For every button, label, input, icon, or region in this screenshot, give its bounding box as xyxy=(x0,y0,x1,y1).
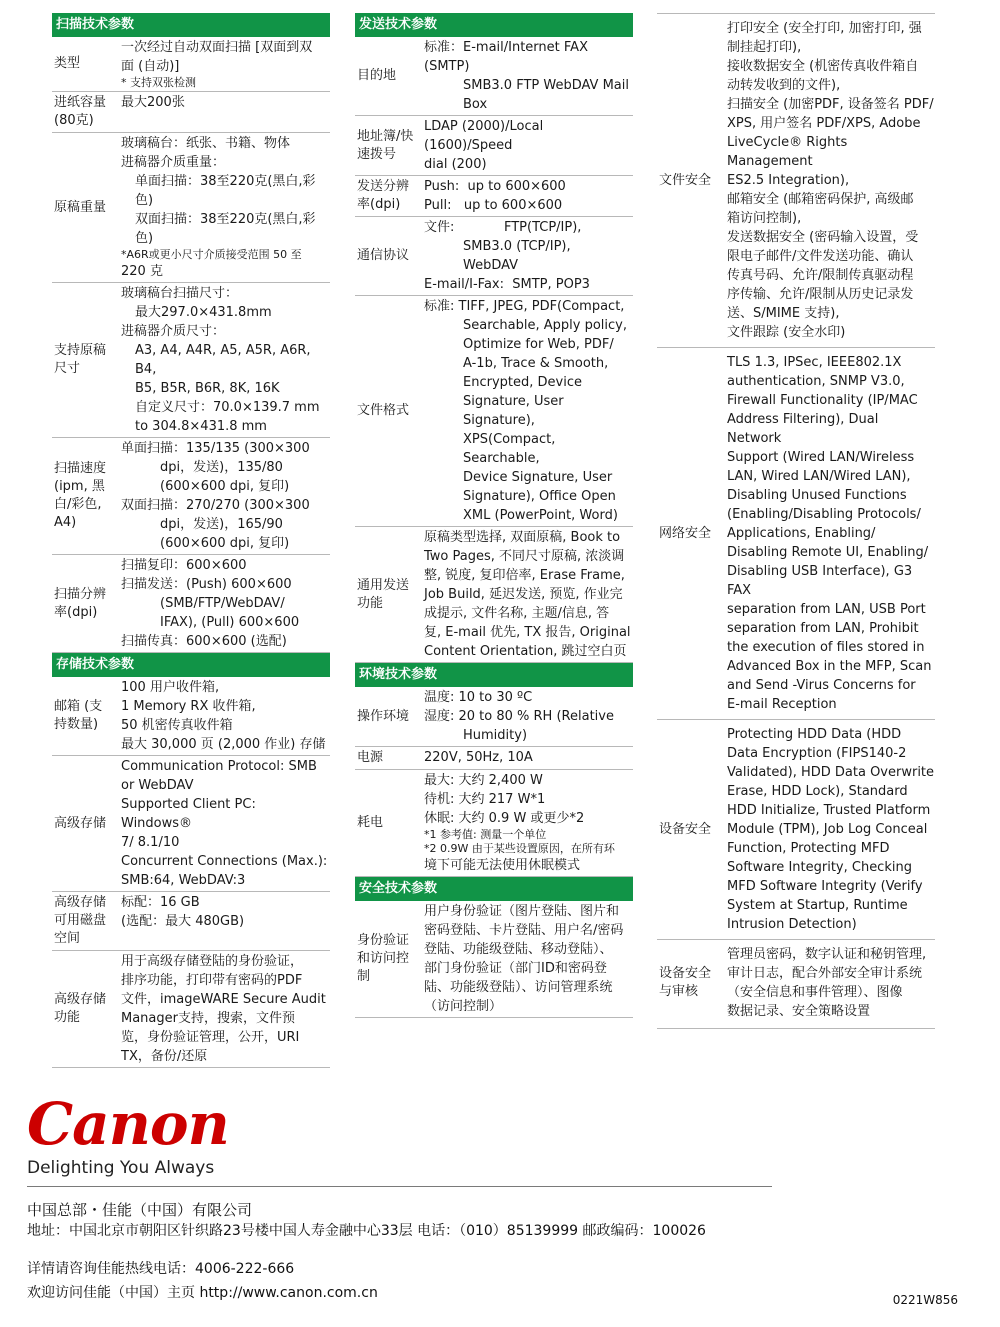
spec-value xyxy=(121,37,330,91)
spec-value-line: TLS 1.3, IPSec, IEEE802.1X xyxy=(727,355,902,370)
spec-label: 原稿重量 xyxy=(54,199,107,215)
spec-value-line: 排序功能，打印带有密码的PDF xyxy=(121,973,303,988)
spec-value-line: 成提示, 文件名称, 主题/信息, 答 xyxy=(424,606,610,621)
spec-label: 设备安全 xyxy=(659,821,712,837)
spec-value-line: 整, 锐度, 复印倍率, Erase Frame, xyxy=(424,568,625,583)
spec-value-line: Encrypted, Device xyxy=(463,375,582,390)
spec-value-line: 管理员密码，数字认证和秘钥管理, xyxy=(727,947,927,962)
spec-value-line: dpi，发送)，135/80 xyxy=(160,460,283,475)
spec-value-line: Intrusion Detection) xyxy=(727,917,857,932)
spec-value-line: E-mail/I-Fax: SMTP, POP3 xyxy=(424,277,590,292)
spec-label: 文件格式 xyxy=(357,403,410,418)
spec-value xyxy=(424,747,633,769)
spec-value-line: 发送数据安全 (密码输入设置，受 xyxy=(727,230,919,245)
spec-value-line: （安全信息和事件管理）、图像 xyxy=(727,985,903,1000)
spec-value-line: 接收数据安全 (机密传真收件箱自 xyxy=(727,59,919,74)
send-spec-header: 发送技术参数 xyxy=(355,13,633,37)
spec-value-line: 数据记录、安全策略设置 xyxy=(727,1004,871,1019)
spec-row xyxy=(52,133,330,283)
spec-value xyxy=(424,770,633,876)
spec-value-line: Disabling USB Interface), G3 FAX xyxy=(727,564,917,598)
spec-value-line: to 304.8×431.8 mm xyxy=(135,419,267,434)
send-spec-table xyxy=(355,37,633,663)
spec-value-line: TX，备份/还原 xyxy=(121,1049,208,1064)
spec-label: 扫描速度 (ipm, 黑 白/彩色, A4) xyxy=(54,461,107,530)
spec-row xyxy=(52,756,330,892)
spec-value xyxy=(727,724,935,935)
spec-value-line: 标准：E-mail/Internet FAX (SMTP) xyxy=(424,40,593,74)
scan-spec-table xyxy=(52,37,330,653)
company-address: 地址：中国北京市朝阳区针织路23号楼中国人寿金融中心33层 电话：（010）85139999 邮政编码：100026 xyxy=(27,1223,706,1239)
spec-value xyxy=(424,687,633,746)
spec-label: 支持原稿 尺寸 xyxy=(54,343,107,376)
spec-value-line: SMB:64, WebDAV:3 xyxy=(121,873,246,888)
spec-value-line: or WebDAV xyxy=(121,778,194,793)
spec-value-line: 玻璃稿台：纸张、书籍、物体 xyxy=(121,136,291,151)
spec-value-line: Disabling Remote UI, Enabling/ xyxy=(727,545,929,560)
spec-value-line: separation from LAN, Prohibit xyxy=(727,621,919,636)
spec-value-line: 限电子邮件/文件发送功能、确认 xyxy=(727,249,914,264)
spec-value-line: 境下可能无法使用休眠模式 xyxy=(424,858,581,873)
spec-value-line: 最大200张 xyxy=(121,95,185,110)
spec-value-line: Concurrent Connections (Max.): xyxy=(121,854,328,869)
spec-row xyxy=(355,687,633,747)
tagline: Delighting You Always xyxy=(27,1158,215,1178)
env-spec-table xyxy=(355,687,633,877)
spec-row xyxy=(355,747,633,770)
spec-value xyxy=(121,92,330,132)
spec-value-line: 送、S/MIME 支持), xyxy=(727,306,840,321)
spec-value-line: dial (200) xyxy=(424,157,487,172)
spec-value-line: 文件跟踪 (安全水印) xyxy=(727,325,846,340)
spec-value-line: Support (Wired LAN/Wireless xyxy=(727,450,915,465)
spec-row xyxy=(355,527,633,663)
spec-value-line: authentication, SNMP V3.0, xyxy=(727,374,905,389)
spec-row xyxy=(52,438,330,555)
spec-row xyxy=(657,14,935,348)
spec-value-line: *A6R或更小尺寸介质接受范围 50 至 xyxy=(121,248,302,261)
col-3 xyxy=(657,13,935,1029)
company-name: 中国总部・佳能（中国）有限公司 xyxy=(27,1201,253,1219)
spec-value-line: 序传输、允许/限制从历史记录发 xyxy=(727,287,914,302)
spec-row xyxy=(52,37,330,92)
spec-value-line: 扫描安全 (加密PDF, 设备签名 PDF/ xyxy=(727,97,934,112)
spec-value-line: 最大 30,000 页 (2,000 作业) 存储 xyxy=(121,737,326,752)
spec-row xyxy=(355,217,633,296)
spec-label: 发送分辨 率(dpi) xyxy=(357,179,410,212)
spec-value-line: 扫描发送：(Push) 600×600 xyxy=(121,577,292,592)
spec-row xyxy=(355,296,633,527)
spec-value-line: Advanced Box in the MFP, Scan xyxy=(727,659,932,674)
spec-value-line: (SMB/FTP/WebDAV/ xyxy=(160,596,285,611)
spec-value-line: 双面扫描：38至220克(黑白,彩色) xyxy=(135,212,316,246)
spec-value-line: and Send -Virus Concerns for xyxy=(727,678,916,693)
spec-value-line: 箱访问控制), xyxy=(727,211,802,226)
spec-label: 耗电 xyxy=(357,815,384,830)
spec-value-line: Applications, Enabling/ xyxy=(727,526,876,541)
spec-value-line: Two Pages, 不同尺寸原稿, 浓淡调 xyxy=(424,549,625,564)
spec-row xyxy=(355,176,633,217)
spec-value-line: 用户身份验证（图片登陆、图片和 xyxy=(424,904,620,919)
spec-value-line: Device Signature, User xyxy=(463,470,613,485)
spec-value-line: 陆、功能级登陆）、访问管理系统 xyxy=(424,980,613,995)
spec-label: 通信协议 xyxy=(357,248,410,263)
spec-value-line: Signature, User Signature), xyxy=(463,394,568,428)
spec-label: 类型 xyxy=(54,56,81,71)
spec-value-line: 原稿类型选择, 双面原稿, Book to xyxy=(424,530,621,545)
spec-value-line: 进稿器介质重量： xyxy=(121,155,226,170)
spec-value-line: IFAX), (Pull) 600×600 xyxy=(160,615,300,630)
spec-row xyxy=(52,892,330,951)
spec-row xyxy=(657,348,935,720)
spec-value-line: Signature), Office Open xyxy=(463,489,616,504)
spec-label: 目的地 xyxy=(357,68,397,83)
scan-spec-header: 扫描技术参数 xyxy=(52,13,330,37)
spec-value-line: B5, B5R, B6R, 8K, 16K xyxy=(135,381,280,396)
spec-value-line: (600×600 dpi, 复印) xyxy=(160,536,290,551)
env-spec-header: 环境技术参数 xyxy=(355,663,633,687)
spec-row xyxy=(52,283,330,438)
spec-value-line: 扫描传真：600×600 (选配) xyxy=(121,634,287,649)
spec-value-line: 标配：16 GB xyxy=(121,895,200,910)
spec-value-line: ES2.5 Integration), xyxy=(727,173,850,188)
col-1 xyxy=(52,13,330,1068)
spec-value-line: 1 Memory RX 收件箱, xyxy=(121,699,256,714)
spec-value-line: 传真号码、允许/限制传真驱动程 xyxy=(727,268,914,283)
spec-value xyxy=(424,176,633,216)
spec-value-line: 登陆、功能级登陆、移动登陆）、 xyxy=(424,942,613,957)
spec-value-line: 单面扫描：135/135 (300×300 xyxy=(121,441,310,456)
spec-label: 高级存储 功能 xyxy=(54,992,107,1025)
spec-label: 设备安全 与审核 xyxy=(659,966,712,999)
spec-value-line: 复, E-mail 优先, TX 报告, Original xyxy=(424,625,631,640)
spec-value xyxy=(121,677,330,755)
spec-row xyxy=(52,951,330,1068)
spec-value-line: dpi，发送)，165/90 xyxy=(160,517,283,532)
spec-row xyxy=(355,770,633,877)
spec-label: 进纸容量 (80克) xyxy=(54,95,107,128)
spec-value-line: Firewall Functionality (IP/MAC xyxy=(727,393,918,408)
spec-value xyxy=(424,296,633,526)
spec-value xyxy=(424,37,633,115)
spec-label: 文件安全 xyxy=(659,172,712,188)
spec-value-line: Erase, HDD Lock), Standard xyxy=(727,784,908,799)
spec-value-line: LDAP (2000)/Local (1600)/Speed xyxy=(424,119,548,153)
col-2 xyxy=(355,13,633,1018)
spec-value-line: Optimize for Web, PDF/ xyxy=(463,337,614,352)
spec-label: 网络安全 xyxy=(659,525,712,541)
spec-value xyxy=(727,352,935,715)
website: 欢迎访问佳能（中国）主页 http://www.canon.com.cn xyxy=(27,1285,378,1301)
spec-value-line: 进稿器介质尺寸： xyxy=(121,324,226,339)
spec-value-line: 文件: FTP(TCP/IP), xyxy=(424,220,582,235)
spec-value-line: 单面扫描：38至220克(黑白,彩色) xyxy=(135,174,316,208)
spec-value xyxy=(424,527,633,662)
spec-value-line: LiveCycle® Rights Management xyxy=(727,135,852,169)
spec-value-line: Address Filtering), Dual Network xyxy=(727,412,883,446)
spec-value-line: Push: up to 600×600 xyxy=(424,179,566,194)
spec-value-line: Manager支持，搜索，文件预 xyxy=(121,1011,295,1026)
spec-value-line: （访问控制） xyxy=(424,999,503,1014)
spec-value-line: XPS, 用户签名 PDF/XPS, Adobe xyxy=(727,116,921,131)
spec-value-line: Humidity) xyxy=(463,728,528,743)
spec-value xyxy=(424,116,633,175)
spec-value-line: 7/ 8.1/10 xyxy=(121,835,180,850)
spec-value xyxy=(121,555,330,652)
security-detail-table xyxy=(657,14,935,1029)
spec-value-line: 220 克 xyxy=(121,264,163,279)
spec-value-line: Communication Protocol: SMB xyxy=(121,759,317,774)
spec-value-line: Module (TPM), Job Log Conceal xyxy=(727,822,928,837)
spec-value-line: Disabling Unused Functions xyxy=(727,488,907,503)
spec-value-line: (Enabling/Disabling Protocols/ xyxy=(727,507,921,522)
footer-divider xyxy=(27,1186,772,1187)
spec-value-line: 玻璃稿台扫描尺寸： xyxy=(121,286,239,301)
spec-row xyxy=(52,92,330,133)
spec-value-line: 休眠: 大约 0.9 W 或更少*2 xyxy=(424,811,585,826)
spec-value-line: (选配：最大 480GB) xyxy=(121,914,245,929)
spec-value-line: 100 用户收件箱, xyxy=(121,680,220,695)
spec-value xyxy=(121,438,330,554)
spec-row xyxy=(657,720,935,940)
spec-value xyxy=(424,217,633,295)
spec-value-line: XPS(Compact, Searchable, xyxy=(463,432,560,466)
spec-value-line: Searchable, Apply policy, xyxy=(463,318,627,333)
spec-value-line: HDD Initialize, Trusted Platform xyxy=(727,803,931,818)
doc-code: 0221W856 xyxy=(892,1293,958,1307)
spec-value-line: 制挂起打印), xyxy=(727,40,802,55)
spec-value-line: 待机: 大约 217 W*1 xyxy=(424,792,546,807)
spec-label: 高级存储 可用磁盘 空间 xyxy=(54,895,107,946)
spec-value xyxy=(121,283,330,437)
spec-value-line: LAN, Wired LAN/Wired LAN), xyxy=(727,469,911,484)
spec-value-line: Validated), HDD Data Overwrite xyxy=(727,765,935,780)
storage-spec-table xyxy=(52,677,330,1068)
spec-label: 扫描分辨 率(dpi) xyxy=(54,586,107,620)
spec-value-line: Protecting HDD Data (HDD xyxy=(727,727,902,742)
spec-value xyxy=(727,18,935,343)
spec-value-line: 审计日志，配合外部安全审计系统 xyxy=(727,966,923,981)
spec-row xyxy=(355,116,633,176)
spec-value-line: Function, Protecting MFD xyxy=(727,841,890,856)
spec-value-line: 扫描复印：600×600 xyxy=(121,558,247,573)
spec-value-line: 温度: 10 to 30 ºC xyxy=(424,690,533,705)
spec-value-line: the execution of files stored in xyxy=(727,640,925,655)
spec-value-line: 自定义尺寸：70.0×139.7 mm xyxy=(135,400,320,415)
spec-value-line: 双面扫描：270/270 (300×300 xyxy=(121,498,310,513)
spec-value-line: 动转发收到的文件), xyxy=(727,78,841,93)
spec-value xyxy=(727,944,935,1022)
spec-value-line: 部门身份验证（部门ID和密码登 xyxy=(424,961,607,976)
spec-value xyxy=(121,951,330,1067)
spec-value-line: 面 (自动)] xyxy=(121,59,180,74)
spec-value-line: Data Encryption (FIPS140-2 xyxy=(727,746,907,761)
spec-value-line: separation from LAN, USB Port xyxy=(727,602,926,617)
hotline: 详情请咨询佳能热线电话：4006-222-666 xyxy=(27,1261,295,1277)
spec-row xyxy=(355,901,633,1018)
canon-logo: Canon xyxy=(27,1090,229,1158)
spec-label: 电源 xyxy=(357,750,384,765)
spec-value-line: Job Build, 延迟发送, 预览, 作业完 xyxy=(424,587,623,602)
spec-value-line: 最大297.0×431.8mm xyxy=(135,305,272,320)
spec-value-line: Content Orientation, 跳过空白页 xyxy=(424,644,627,659)
spec-value-line: 用于高级存储登陆的身份验证， xyxy=(121,954,304,969)
spec-value-line: A-1b, Trace & Smooth, xyxy=(463,356,609,371)
storage-spec-header: 存储技术参数 xyxy=(52,653,330,677)
spec-value-line: 览，身份验证管理，公开，URI xyxy=(121,1030,300,1045)
spec-value-line: Software Integrity, Checking xyxy=(727,860,912,875)
spec-value-line: Box xyxy=(463,97,488,112)
spec-row xyxy=(657,940,935,1029)
spec-value-line: 湿度: 20 to 80 % RH (Relative xyxy=(424,709,614,724)
spec-value-line: 最大: 大约 2,400 W xyxy=(424,773,543,788)
spec-value-line: (600×600 dpi, 复印) xyxy=(160,479,290,494)
spec-value-line: * 支持双张检测 xyxy=(121,76,196,89)
spec-label: 高级存储 xyxy=(54,815,107,831)
spec-label: 通用发送 功能 xyxy=(357,577,410,611)
spec-value xyxy=(121,756,330,891)
spec-row xyxy=(355,37,633,116)
spec-label: 地址簿/快 速拨号 xyxy=(357,128,414,162)
spec-value-line: XML (PowerPoint, Word) xyxy=(463,508,618,523)
spec-value-line: 50 机密传真收件箱 xyxy=(121,718,233,733)
spec-row xyxy=(52,677,330,756)
spec-value-line: SMB3.0 (TCP/IP), xyxy=(463,239,571,254)
spec-value-line: SMB3.0 FTP WebDAV Mail xyxy=(463,78,629,93)
spec-value-line: A3, A4, A4R, A5, A5R, A6R, B4, xyxy=(135,343,315,377)
spec-label: 邮箱 (支 持数量) xyxy=(54,699,103,732)
spec-row xyxy=(52,555,330,653)
spec-value-line: 文件，imageWARE Secure Audit xyxy=(121,992,326,1007)
spec-value-line: 密码登陆、卡片登陆、用户名/密码 xyxy=(424,923,624,938)
spec-value-line: System at Startup, Runtime xyxy=(727,898,908,913)
spec-value xyxy=(121,133,330,282)
spec-value-line: *1 参考值: 测量一个单位 xyxy=(424,828,547,841)
spec-label: 身份验证 和访问控 制 xyxy=(357,933,410,984)
spec-value xyxy=(121,892,330,950)
spec-value-line: Pull: up to 600×600 xyxy=(424,198,563,213)
spec-value xyxy=(424,901,633,1017)
spec-value-line: E-mail Reception xyxy=(727,697,837,712)
spec-value-line: WebDAV xyxy=(463,258,519,273)
spec-label: 操作环境 xyxy=(357,708,410,724)
spec-value-line: MFD Software Integrity (Verify xyxy=(727,879,923,894)
spec-value-line: 邮箱安全 (邮箱密码保护, 高级邮 xyxy=(727,192,914,207)
security-spec-header: 安全技术参数 xyxy=(355,877,633,901)
spec-value-line: 标准: TIFF, JPEG, PDF(Compact, xyxy=(424,299,625,314)
security-spec-table xyxy=(355,901,633,1018)
spec-value-line: *2 0.9W 由于某些设置原因，在所有环 xyxy=(424,842,615,855)
spec-value-line: 一次经过自动双面扫描 [双面到双 xyxy=(121,40,313,55)
spec-value-line: 220V, 50Hz, 10A xyxy=(424,750,533,765)
spec-value-line: Supported Client PC: Windows® xyxy=(121,797,260,831)
spec-value-line: 打印安全 (安全打印, 加密打印, 强 xyxy=(727,21,922,36)
